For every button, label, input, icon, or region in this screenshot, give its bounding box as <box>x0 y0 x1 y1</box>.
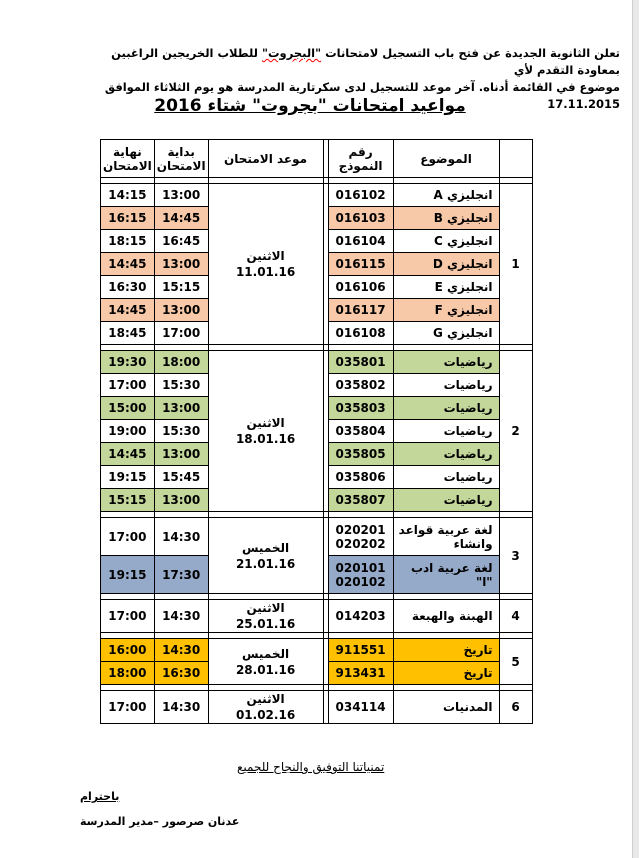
subject-cell: رياضيات <box>393 351 499 374</box>
subject-cell: انجليزي F <box>393 299 499 322</box>
exam-date: 21.01.16 <box>235 556 296 571</box>
form-code: 035804 <box>335 424 386 438</box>
intro-line-2: موضوع في القائمة أدناه. آخر موعد للتسجيل لدى سكرتارية المدرسة هو يوم الثلاثاء الموافق 17.11.2015 <box>104 80 620 111</box>
exam-date-cell <box>208 184 323 345</box>
intro-line-1 <box>100 45 620 79</box>
start-time-cell: 13:00 <box>154 489 208 512</box>
footer-wish: تمنياتنا التوفيق والنجاح للجميع <box>237 760 385 774</box>
start-time-cell: 13:00 <box>154 299 208 322</box>
subject-cell: انجليزي B <box>393 207 499 230</box>
form-code: 035806 <box>335 470 386 484</box>
exam-day: الاثنين <box>246 249 285 263</box>
end-time-cell: 19:15 <box>101 466 155 489</box>
code-cell <box>328 662 393 685</box>
exam-date-cell <box>208 691 323 724</box>
form-code: 020202 <box>335 536 386 551</box>
exam-date-cell <box>208 351 323 512</box>
subject-cell: انجليزي E <box>393 276 499 299</box>
start-time-cell: 17:00 <box>154 322 208 345</box>
table-header-row <box>101 140 533 178</box>
group-number-cell: 5 <box>499 639 532 685</box>
intro-text: للطلاب الخريجين الراغبين بمعاودة التقدم لأي <box>111 46 620 77</box>
end-time-cell: 18:00 <box>101 662 155 685</box>
header-subject: الموضوع <box>393 140 499 178</box>
start-time-cell: 15:30 <box>154 420 208 443</box>
form-code: 035801 <box>335 355 386 369</box>
footer-signature: عدنان صرصور –مدير المدرسة <box>80 815 240 828</box>
start-time-cell: 14:30 <box>154 691 208 724</box>
subject-cell: لغة عربية ادب "ا" <box>393 556 499 594</box>
subject-cell: رياضيات <box>393 420 499 443</box>
start-time-cell: 13:00 <box>154 253 208 276</box>
group-number-cell: 6 <box>499 691 532 724</box>
table-row <box>101 184 533 207</box>
subject-cell: انجليزي D <box>393 253 499 276</box>
intro-highlight-word: "البجروت" <box>262 46 322 60</box>
subject-cell: رياضيات <box>393 443 499 466</box>
code-cell <box>328 443 393 466</box>
end-time-cell: 14:45 <box>101 253 155 276</box>
start-time-cell: 15:45 <box>154 466 208 489</box>
code-cell <box>328 556 393 594</box>
exam-date-cell <box>208 639 323 685</box>
code-cell <box>328 230 393 253</box>
code-cell <box>328 518 393 556</box>
exam-day: الاثنين <box>246 692 285 706</box>
form-code: 035807 <box>335 493 386 507</box>
schedule-table <box>100 139 533 724</box>
end-time-cell: 19:15 <box>101 556 155 594</box>
form-code: 016108 <box>335 326 386 340</box>
code-cell <box>328 397 393 420</box>
end-time-cell: 14:45 <box>101 299 155 322</box>
code-cell <box>328 639 393 662</box>
start-time-cell: 16:45 <box>154 230 208 253</box>
start-time-cell: 13:00 <box>154 397 208 420</box>
start-time-cell: 14:30 <box>154 639 208 662</box>
end-time-cell: 17:00 <box>101 374 155 397</box>
start-time-cell: 15:15 <box>154 276 208 299</box>
end-time-cell: 19:30 <box>101 351 155 374</box>
end-time-cell: 17:00 <box>101 518 155 556</box>
exam-date-cell <box>208 518 323 594</box>
code-cell <box>328 374 393 397</box>
start-time-cell: 14:30 <box>154 600 208 633</box>
end-time-cell: 16:15 <box>101 207 155 230</box>
end-time-cell: 19:00 <box>101 420 155 443</box>
code-cell <box>328 207 393 230</box>
form-code: 020101 <box>335 560 386 575</box>
end-time-cell: 18:45 <box>101 322 155 345</box>
form-code: 034114 <box>335 700 386 714</box>
end-time-cell: 15:15 <box>101 489 155 512</box>
form-code: 014203 <box>335 609 386 623</box>
form-code: 016103 <box>335 211 386 225</box>
header-date: موعد الامتحان <box>208 140 323 178</box>
header-start: بداية الامتحان <box>154 140 208 178</box>
header-end: نهاية الامتحان <box>101 140 155 178</box>
group-number-cell: 4 <box>499 600 532 633</box>
form-code: 016102 <box>335 188 386 202</box>
header-code: رقم النموذج <box>328 140 393 178</box>
end-time-cell: 14:45 <box>101 443 155 466</box>
code-cell <box>328 322 393 345</box>
group-number-cell: 3 <box>499 518 532 594</box>
subject-cell: الهبنة والهبعة <box>393 600 499 633</box>
code-cell <box>328 489 393 512</box>
subject-cell: تاريخ <box>393 639 499 662</box>
table-row <box>101 351 533 374</box>
form-code: 035803 <box>335 401 386 415</box>
table-row <box>101 600 533 633</box>
form-code: 911551 <box>335 643 386 657</box>
form-code: 016117 <box>335 303 386 317</box>
table-row <box>101 639 533 662</box>
start-time-cell: 15:30 <box>154 374 208 397</box>
page-title: مواعيد امتحانات "بجروت" شتاء 2016 <box>154 96 466 116</box>
start-time-cell: 14:30 <box>154 518 208 556</box>
form-code: 020102 <box>335 574 386 589</box>
start-time-cell: 14:45 <box>154 207 208 230</box>
start-time-cell: 16:30 <box>154 662 208 685</box>
code-cell <box>328 600 393 633</box>
end-time-cell: 14:15 <box>101 184 155 207</box>
exam-day: الخميس <box>241 540 290 555</box>
code-cell <box>328 184 393 207</box>
subject-cell: انجليزي C <box>393 230 499 253</box>
start-time-cell: 17:30 <box>154 556 208 594</box>
exam-date-cell <box>208 600 323 633</box>
exam-day: الاثنين <box>246 416 285 430</box>
header-group <box>499 140 532 178</box>
code-cell <box>328 691 393 724</box>
end-time-cell: 17:00 <box>101 600 155 633</box>
end-time-cell: 18:15 <box>101 230 155 253</box>
intro-text: تعلن الثانوية الجديدة عن فتح باب التسجيل لامتحانات <box>321 46 620 60</box>
form-code: 016104 <box>335 234 386 248</box>
end-time-cell: 15:00 <box>101 397 155 420</box>
code-cell <box>328 253 393 276</box>
table-row <box>101 691 533 724</box>
code-cell <box>328 276 393 299</box>
exam-date: 18.01.16 <box>235 432 296 446</box>
form-code: 035802 <box>335 378 386 392</box>
code-cell <box>328 420 393 443</box>
end-time-cell: 17:00 <box>101 691 155 724</box>
form-code: 016115 <box>335 257 386 271</box>
form-code: 016106 <box>335 280 386 294</box>
exam-date: 28.01.16 <box>235 662 296 677</box>
subject-cell: رياضيات <box>393 397 499 420</box>
start-time-cell: 18:00 <box>154 351 208 374</box>
exam-date: 11.01.16 <box>235 265 296 279</box>
subject-cell: رياضيات <box>393 489 499 512</box>
code-cell <box>328 351 393 374</box>
scrollbar[interactable] <box>633 0 639 858</box>
exam-day: الاثنين <box>246 601 285 615</box>
form-code: 020201 <box>335 522 386 537</box>
subject-cell: انجليزي G <box>393 322 499 345</box>
end-time-cell: 16:30 <box>101 276 155 299</box>
subject-cell: لغة عربية قواعد وانشاء <box>393 518 499 556</box>
start-time-cell: 13:00 <box>154 443 208 466</box>
start-time-cell: 13:00 <box>154 184 208 207</box>
code-cell <box>328 466 393 489</box>
table-row <box>101 518 533 556</box>
group-number-cell: 2 <box>499 351 532 512</box>
group-number-cell: 1 <box>499 184 532 345</box>
exam-day: الخميس <box>241 646 290 661</box>
end-time-cell: 16:00 <box>101 639 155 662</box>
form-code: 913431 <box>335 666 386 680</box>
exam-date: 25.01.16 <box>235 617 296 631</box>
exam-date: 01.02.16 <box>235 708 296 722</box>
form-code: 035805 <box>335 447 386 461</box>
footer-regards: باحترام <box>80 790 120 803</box>
subject-cell: رياضيات <box>393 374 499 397</box>
subject-cell: انجليزي A <box>393 184 499 207</box>
subject-cell: تاريخ <box>393 662 499 685</box>
subject-cell: رياضيات <box>393 466 499 489</box>
subject-cell: المدنيات <box>393 691 499 724</box>
code-cell <box>328 299 393 322</box>
